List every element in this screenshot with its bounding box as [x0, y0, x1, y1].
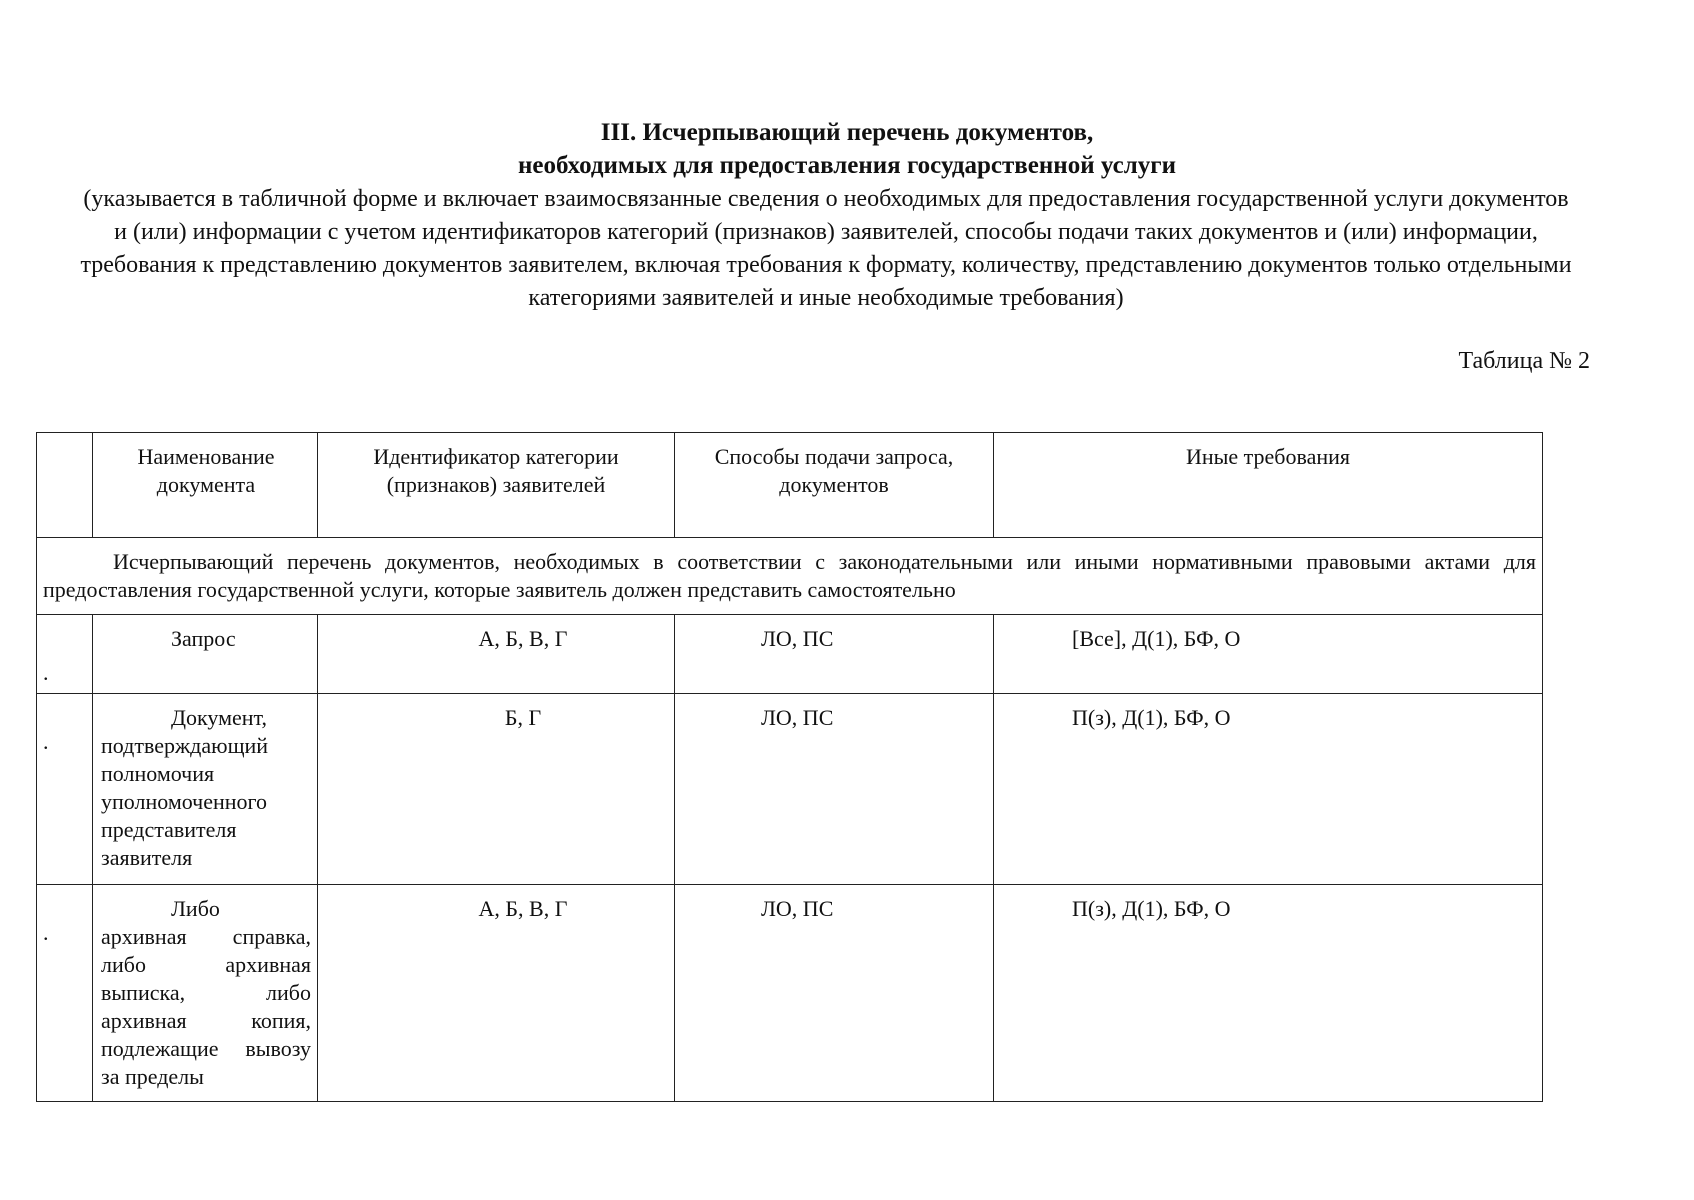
- row-name-cell: [93, 615, 318, 694]
- header-methods: Способы подачи запроса, документов: [675, 433, 994, 538]
- row-other: П(з), Д(1), БФ, О: [994, 885, 1543, 1102]
- row-methods: ЛО, ПС: [675, 885, 994, 1102]
- row-name-cell: [93, 885, 318, 1102]
- row-number: .: [43, 729, 49, 754]
- table-section-row: [37, 538, 1543, 615]
- row-identifier: А, Б, В, Г: [318, 885, 675, 1102]
- table-row: [37, 885, 1543, 1102]
- section-note: (указывается в табличной форме и включает взаимосвязанные сведения о необходимых для предоставления государственной услуги документов и (или) информации с учетом идентификаторов категорий (признаков) заявителей, способы подачи таких документов и (или) информации, требования к представлению документов заявителем, включая требования к формату, количеству, представлению документов только отдельными категориями заявителей и иные необходимые требования): [80, 186, 1572, 311]
- documents-table: [36, 432, 1543, 1102]
- row-methods: ЛО, ПС: [675, 615, 994, 694]
- header-name: Наименование документа: [93, 433, 318, 538]
- row-name-lead: Документ,: [171, 705, 268, 730]
- row-other: [Все], Д(1), БФ, О: [994, 615, 1543, 694]
- heading-line-1: III. Исчерпывающий перечень документов,: [600, 119, 1094, 146]
- row-name-rest: архивная справка, либо архивная выписка, либо архивная копия, подлежащие вывозу за пределы: [101, 924, 311, 1089]
- row-identifier: Б, Г: [318, 694, 675, 885]
- row-name-lead: Либо: [171, 896, 220, 921]
- header-other: Иные требования: [994, 433, 1543, 538]
- section-title: Исчерпывающий перечень документов, необходимых в соответствии с законодательными или иными нормативными правовыми актами для предоставления государственной услуги, которые заявитель должен представить самостоятельно: [37, 538, 1543, 615]
- row-identifier: А, Б, В, Г: [318, 615, 675, 694]
- table-row: [37, 694, 1543, 885]
- header-identifier: Идентификатор категории (признаков) заявителей: [318, 433, 675, 538]
- row-name-lead: Запрос: [171, 626, 236, 651]
- section-heading: [0, 116, 1694, 182]
- row-name-rest: подтверждающий полномочия уполномоченного представителя заявителя: [101, 733, 269, 870]
- row-number: .: [43, 920, 49, 945]
- row-other: П(з), Д(1), БФ, О: [994, 694, 1543, 885]
- row-methods: ЛО, ПС: [675, 694, 994, 885]
- row-name-cell: [93, 694, 318, 885]
- table-header-row: [37, 433, 1543, 538]
- table-row: [37, 615, 1543, 694]
- heading-line-2: необходимых для предоставления государственной услуги: [518, 152, 1176, 179]
- table-label: Таблица № 2: [1458, 348, 1590, 374]
- header-number: [37, 433, 93, 538]
- row-number: .: [43, 660, 49, 685]
